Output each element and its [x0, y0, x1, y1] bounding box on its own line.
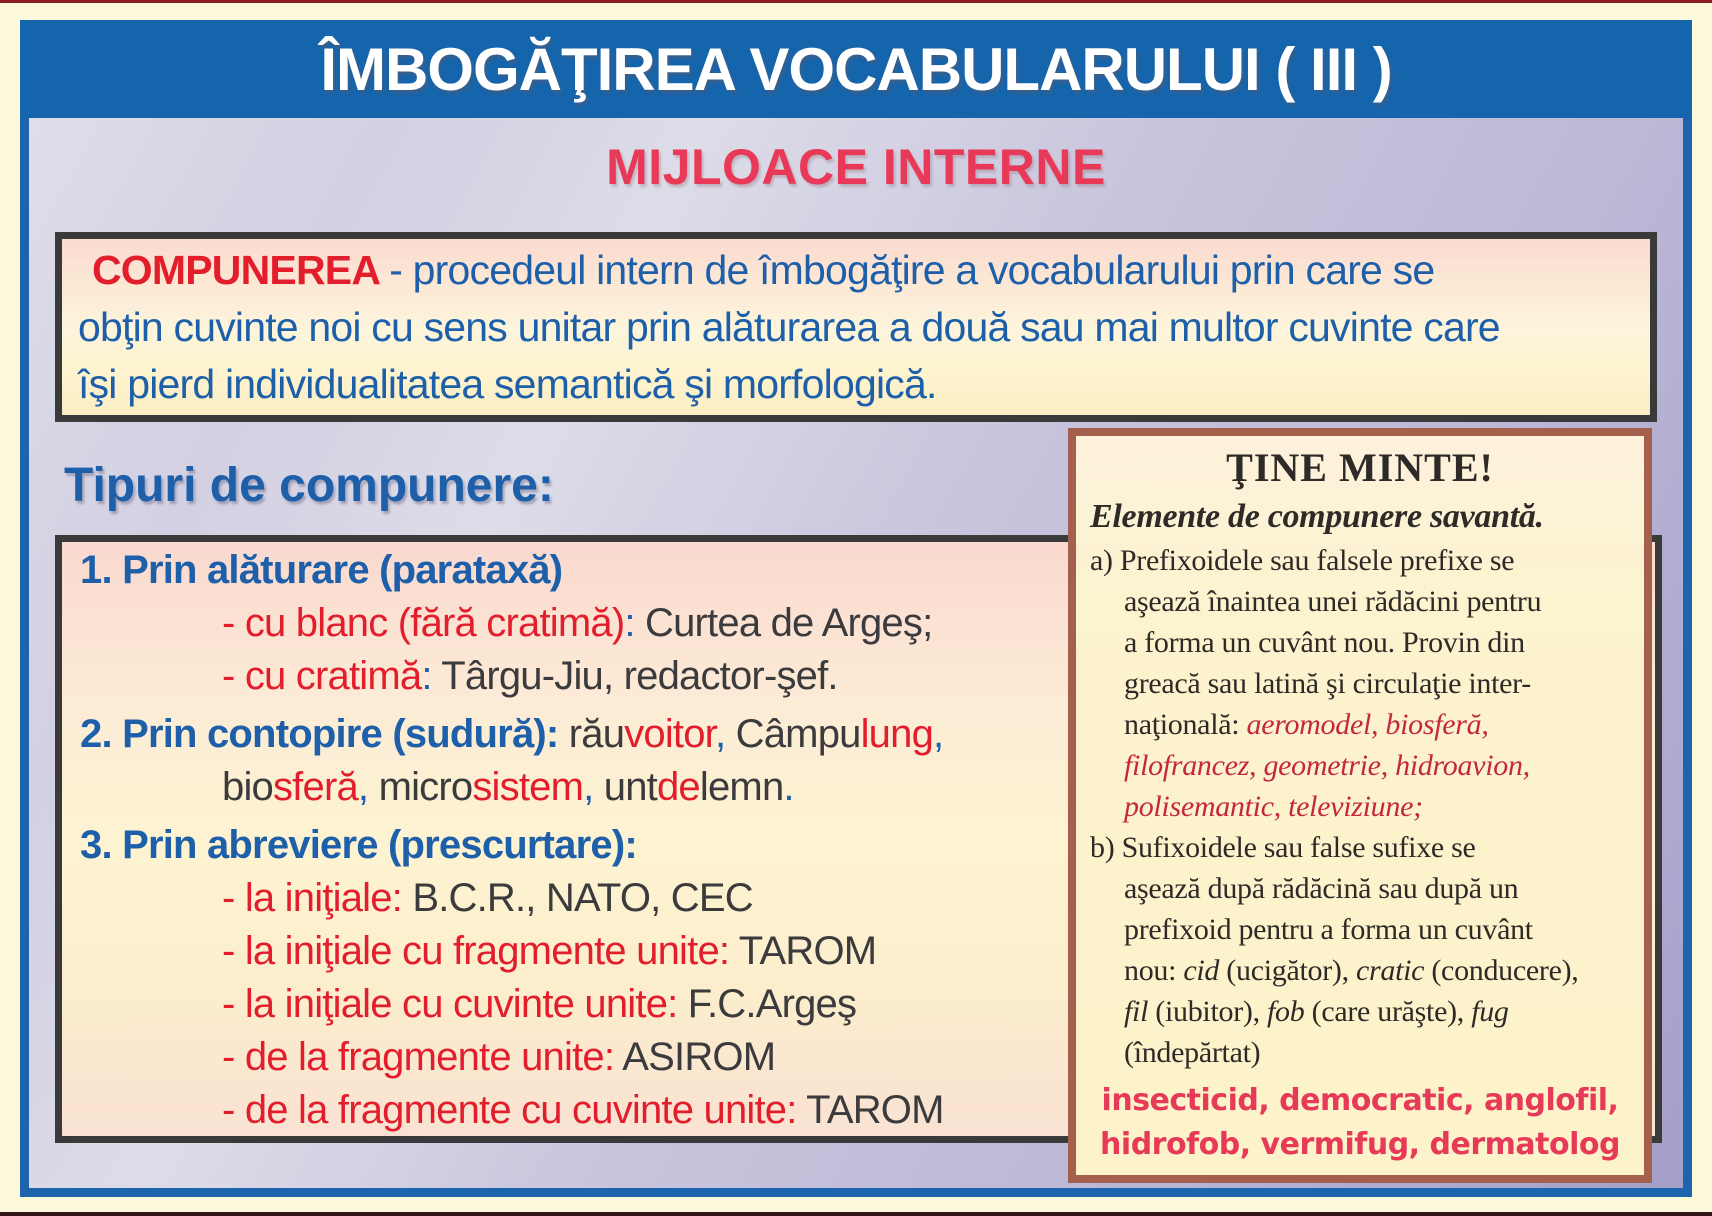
text-segment: naţională: [1124, 708, 1247, 741]
text-line [1090, 745, 1630, 786]
text-line [1090, 540, 1630, 581]
tine-minte-box [1068, 428, 1652, 1183]
tine-minte-subtitle: Elemente de compunere savantă. [1090, 498, 1544, 535]
text-segment: lemn [699, 765, 784, 809]
text-segment: COMPUNEREA [92, 247, 390, 293]
text-segment: obţin cuvinte noi cu sens unitar prin alăturarea a două sau mai multor cuvinte care [78, 304, 1500, 350]
text-segment: cratic [1355, 954, 1425, 987]
text-segment: ASIROM [614, 1035, 776, 1079]
text-segment: F.C.Argeş [677, 982, 857, 1026]
text-segment: - cu cratimă [222, 654, 422, 698]
text-segment: - procedeul intern de îmbogăţire a vocabularului prin care se [389, 247, 1435, 293]
text-segment: voitor [624, 712, 715, 756]
text-segment: lung [860, 712, 934, 756]
text-segment: îşi pierd individualitatea semantică şi morfologică. [78, 361, 937, 407]
text-line [1090, 868, 1630, 909]
text-segment: rău [568, 712, 625, 756]
text-segment: a) Prefixoidele sau falsele prefixe se [1090, 544, 1515, 577]
text-segment: unt [593, 765, 657, 809]
text-segment: sistem [472, 765, 584, 809]
text-segment: , [583, 765, 594, 809]
compunerea-definition-box [55, 232, 1657, 422]
text-line [1090, 827, 1630, 868]
text-segment: (conducere), [1424, 954, 1579, 987]
text-segment: Câmpu [725, 712, 861, 756]
text-line [1090, 786, 1630, 827]
text-segment: (ucigător), [1219, 954, 1356, 987]
text-segment: hidrofob, vermifug, dermatolog [1100, 1127, 1620, 1162]
tine-minte-title: ŢINE MINTE! [1226, 445, 1494, 490]
text-line [1090, 950, 1630, 991]
text-segment: , [715, 712, 726, 756]
text-segment: , [357, 765, 369, 809]
text-line [1090, 663, 1630, 704]
tine-minte-paragraph-a [1090, 540, 1630, 827]
text-segment: fob [1267, 995, 1305, 1028]
page-title: ÎMBOGĂŢIREA VOCABULARULUI ( III ) [320, 35, 1392, 103]
text-segment: - de la fragmente unite: [222, 1035, 615, 1079]
text-line [1090, 909, 1630, 950]
text-line [78, 299, 1634, 356]
subtitle: MIJLOACE INTERNE [606, 139, 1106, 195]
text-segment: bio [222, 765, 273, 809]
text-segment: (iubitor), [1148, 995, 1267, 1028]
text-segment: nou: [1124, 954, 1184, 987]
text-segment: - la iniţiale cu fragmente unite: [222, 929, 730, 973]
text-segment: . [783, 765, 794, 809]
text-segment: biosferă, [1385, 708, 1489, 741]
text-line [1090, 622, 1630, 663]
text-segment: a forma un cuvânt nou. Provin din [1124, 626, 1525, 659]
bottom-edge-line [0, 1212, 1712, 1216]
text-segment: fil [1124, 995, 1149, 1028]
text-segment: : [421, 654, 432, 698]
text-segment: - cu blanc (fără cratimă) [222, 601, 625, 645]
text-line [1090, 1032, 1630, 1073]
text-segment: , [933, 712, 944, 756]
text-segment: de [656, 765, 700, 809]
text-segment: 2. Prin contopire (sudură): [80, 712, 569, 756]
text-line [1090, 581, 1630, 622]
text-segment: 1. Prin alăturare (parataxă) [80, 548, 563, 592]
text-segment: micro [368, 765, 473, 809]
tipuri-heading: Tipuri de compunere: [64, 459, 554, 512]
text-segment: geometrie, [1263, 749, 1388, 782]
text-line [1090, 1123, 1630, 1167]
text-segment: fug [1471, 995, 1509, 1028]
text-segment: aşează înaintea unei rădăcini pentru [1124, 585, 1542, 618]
text-segment: (care urăşte), [1304, 995, 1472, 1028]
text-line [1090, 1079, 1630, 1123]
text-segment: : [624, 601, 635, 645]
text-segment: aeromodel, [1246, 708, 1379, 741]
text-segment: sferă [272, 765, 358, 809]
text-segment: greacă sau latină şi circulaţie inter- [1124, 667, 1531, 700]
text-segment: TAROM [729, 929, 877, 973]
text-segment: b) Sufixoidele sau false sufixe se [1090, 831, 1476, 864]
text-segment: 3. Prin abreviere (prescurtare): [80, 823, 637, 867]
text-segment: B.C.R., NATO, CEC [402, 876, 753, 920]
text-line [1090, 991, 1630, 1032]
text-line [78, 356, 1634, 413]
text-segment: aşează după rădăcină sau după un [1124, 872, 1519, 905]
text-segment: (îndepărtat) [1124, 1036, 1261, 1069]
text-segment: filofrancez, [1124, 749, 1257, 782]
text-segment: prefixoid pentru a forma un cuvânt [1124, 913, 1533, 946]
text-segment: - de la fragmente cu cuvinte unite: [222, 1088, 797, 1132]
text-segment: insecticid, democratic, anglofil, [1101, 1083, 1619, 1118]
text-segment: televiziune; [1288, 790, 1423, 823]
header-bar [20, 20, 1692, 118]
text-segment: hidroavion, [1395, 749, 1530, 782]
text-segment: polisemantic, [1124, 790, 1281, 823]
text-segment: cid [1183, 954, 1220, 987]
tine-minte-paragraph-b [1090, 827, 1630, 1073]
text-segment: - la iniţiale: [222, 876, 402, 920]
text-segment: - la iniţiale cu cuvinte unite: [222, 982, 678, 1026]
text-segment: Curtea de Argeş; [634, 601, 933, 645]
tine-minte-examples [1090, 1079, 1630, 1167]
text-segment: Târgu-Jiu, redactor-şef. [431, 654, 838, 698]
top-edge-line [0, 0, 1712, 3]
text-segment: TAROM [796, 1088, 944, 1132]
text-line [1090, 704, 1630, 745]
text-line [78, 242, 1634, 299]
